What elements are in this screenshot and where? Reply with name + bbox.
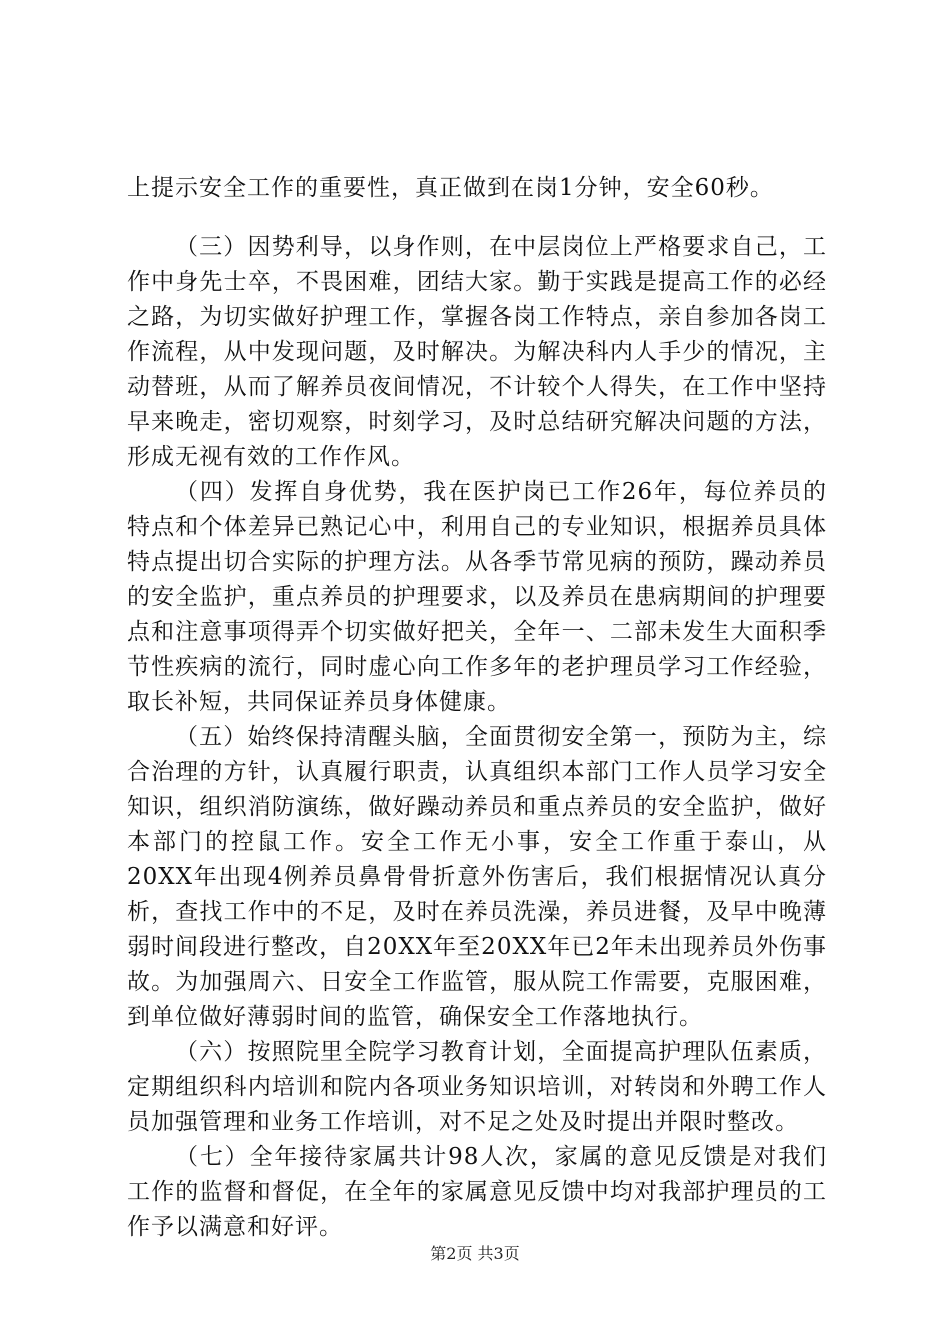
- page-number-footer: 第2页 共3页: [430, 1244, 520, 1263]
- paragraph-section-7: （七）全年接待家属共计98人次，家属的意见反馈是对我们工作的监督和督促，在全年的家属意见反馈中均对我部护理员的工作予以满意和好评。: [127, 1144, 827, 1240]
- paragraph-continuation: 上提示安全工作的重要性，真正做到在岗1分钟，安全60秒。: [127, 175, 774, 201]
- paragraph-section-4: （四）发挥自身优势，我在医护岗已工作26年，每位养员的特点和个体差异已熟记心中，利用自己的专业知识，根据养员具体特点提出切合实际的护理方法。从各季节常见病的预防，躁动养员的安全监护，重点养员的护理要求，以及养员在患病期间的护理要点和注意事项得弄个切实做好把关，全年一、二部未发生大面积季节性疾病的流行，同时虚心向工作多年的老护理员学习工作经验，取长补短，共同保证养员身体健康。: [127, 479, 827, 715]
- document-body: [127, 171, 827, 1245]
- paragraph-section-6: （六）按照院里全院学习教育计划，全面提高护理队伍素质，定期组织科内培训和院内各项业务知识培训，对转岗和外聘工作人员加强管理和业务工作培训，对不足之处及时提出并限时整改。: [127, 1039, 827, 1135]
- paragraph-section-5: （五）始终保持清醒头脑，全面贯彻安全第一，预防为主，综合治理的方针，认真履行职责，认真组织本部门工作人员学习安全知识，组织消防演练，做好躁动养员和重点养员的安全监护，做好本部门的控鼠工作。安全工作无小事，安全工作重于泰山，从20XX年出现4例养员鼻骨骨折意外伤害后，我们根据情况认真分析，查找工作中的不足，及时在养员洗澡，养员进餐，及早中晚薄弱时间段进行整改，自20XX年至20XX年已2年未出现养员外伤事故。为加强周六、日安全工作监管，服从院工作需要，克服困难，到单位做好薄弱时间的监管，确保安全工作落地执行。: [127, 724, 827, 1030]
- paragraph-section-3: （三）因势利导，以身作则，在中层岗位上严格要求自己，工作中身先士卒，不畏困难，团结大家。勤于实践是提高工作的必经之路，为切实做好护理工作，掌握各岗工作特点，亲自参加各岗工作流程，从中发现问题，及时解决。为解决科内人手少的情况，主动替班，从而了解养员夜间情况，不计较个人得失，在工作中坚持早来晚走，密切观察，时刻学习，及时总结研究解决问题的方法，形成无视有效的工作作风。: [127, 234, 827, 470]
